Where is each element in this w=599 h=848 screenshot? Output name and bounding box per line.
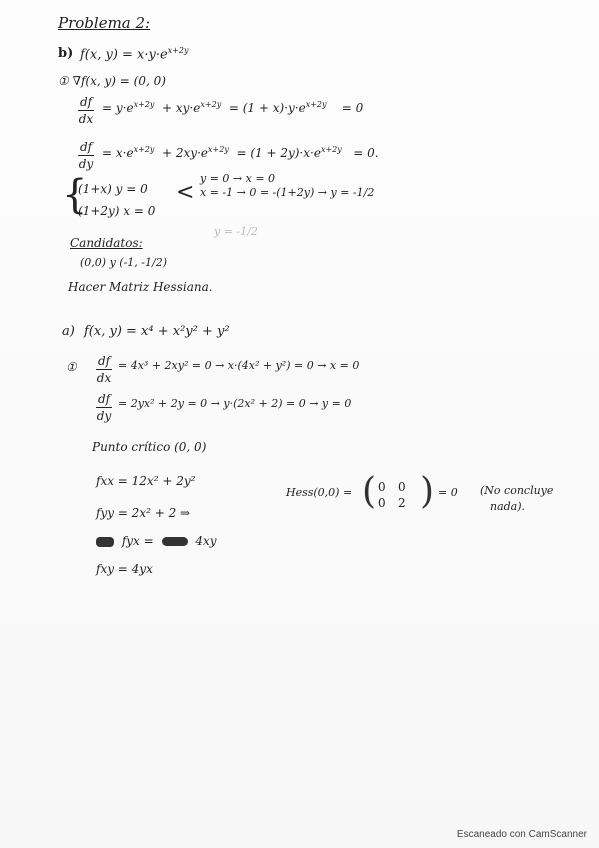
part-b-dfdy-term1: = x·e xyxy=(102,146,134,160)
part-a-dfdy-expr: = 2yx² + 2y = 0 → y·(2x² + 2) = 0 → y = 0 xyxy=(118,397,352,410)
hessian-note-line1: (No concluye xyxy=(480,484,554,497)
hessian-instruction: Hacer Matriz Hessiana. xyxy=(68,280,213,294)
hessian-left-bracket: ( xyxy=(362,471,377,512)
part-b-system-line1: (1+x) y = 0 xyxy=(78,182,148,196)
hessian-cell: 0 xyxy=(398,480,406,494)
hessian-label: Hess(0,0) = xyxy=(286,486,353,499)
part-b-dfdy-term3-exp: x+2y xyxy=(320,145,342,154)
part-b-dfdx-num: df xyxy=(79,95,93,109)
part-b-dfdy-term1-exp: x+2y xyxy=(133,145,155,154)
fyx-label: fyx = xyxy=(121,534,154,548)
part-b-dfdy-zero: = 0. xyxy=(353,146,379,160)
part-a-dfdy-den: dy xyxy=(96,409,112,423)
part-a-dfdx-expr: = 4x³ + 2xy² = 0 → x·(4x² + y²) = 0 → x = 0 xyxy=(118,359,360,372)
part-b-dfdx-term3: = (1 + x)·y·e xyxy=(228,101,306,115)
candidates-label: Candidatos: xyxy=(70,236,143,250)
part-b-dfdx-term2-exp: x+2y xyxy=(200,100,222,109)
hessian-matrix xyxy=(378,480,412,510)
part-b-dfdy-num: df xyxy=(79,140,93,154)
part-b-system-line2: (1+2y) x = 0 xyxy=(78,204,156,218)
hessian-right-bracket: ) xyxy=(420,471,435,512)
scanner-footer: Escaneado con CamScanner xyxy=(456,829,587,840)
fyy-line: fyy = 2x² + 2 ⇒ xyxy=(96,506,191,520)
critical-point: Punto crítico (0, 0) xyxy=(92,440,207,454)
part-a-dfdy-num: df xyxy=(97,392,111,406)
part-a-dfdx-den: dx xyxy=(96,371,112,385)
part-b-function xyxy=(80,46,189,62)
part-b-dfdx-term1: = y·e xyxy=(102,101,134,115)
candidates-values: (0,0) y (-1, -1/2) xyxy=(80,256,167,269)
part-b-branch2: x = -1 → 0 = -(1+2y) → y = -1/2 xyxy=(200,186,375,199)
part-b-label: b) xyxy=(58,46,74,61)
part-b-system-brace: { xyxy=(62,172,88,218)
hessian-cell: 2 xyxy=(398,496,406,510)
part-b-dfdx-den: dx xyxy=(78,112,94,126)
part-a-step-label: ① xyxy=(66,360,77,374)
part-b-dfdy-term2-exp: x+2y xyxy=(208,145,229,154)
part-b-function-exp: x+2y xyxy=(167,46,189,55)
part-b-branch1: y = 0 → x = 0 xyxy=(200,172,276,185)
fyx-line xyxy=(96,534,217,548)
part-b-dfdx-term2: + xy·e xyxy=(162,101,201,115)
part-b-dfdx-expr xyxy=(102,100,363,115)
part-b-branch-faint: y = -1/2 xyxy=(214,225,258,238)
fxx-line: fxx = 12x² + 2y² xyxy=(96,474,196,488)
part-b-dfdx-fraction xyxy=(78,95,94,126)
part-b-function-base: f(x, y) = x·y·e xyxy=(80,47,168,63)
hessian-note-line2: nada). xyxy=(490,500,526,513)
part-a-dfdy-fraction xyxy=(96,392,112,423)
part-b-dfdx-term3-exp: x+2y xyxy=(305,100,327,109)
part-a-dfdx-num: df xyxy=(97,354,111,368)
part-a-dfdx-fraction xyxy=(96,354,112,385)
part-b-step xyxy=(58,74,166,88)
hessian-result: = 0 xyxy=(438,486,458,499)
hessian-cell: 0 xyxy=(378,480,386,494)
part-a-label: a) xyxy=(62,324,75,339)
hessian-cell: 0 xyxy=(378,496,386,510)
part-b-step-label: ① xyxy=(58,74,69,88)
part-b-dfdy-fraction xyxy=(78,140,94,171)
fyx-scribble-2 xyxy=(162,537,188,546)
page-title: Problema 2: xyxy=(58,14,151,32)
fyx-value: 4xy xyxy=(195,534,217,548)
part-b-dfdy-term2: + 2xy·e xyxy=(162,146,208,160)
part-a-function: f(x, y) = x⁴ + x²y² + y² xyxy=(84,324,230,339)
part-b-gradient: ∇f(x, y) = (0, 0) xyxy=(72,74,166,88)
part-b-dfdy-expr xyxy=(102,145,379,160)
part-b-dfdy-den: dy xyxy=(78,157,94,171)
fyx-scribble xyxy=(96,537,114,547)
part-b-dfdx-term1-exp: x+2y xyxy=(133,100,155,109)
fxy-line: fxy = 4yx xyxy=(96,562,153,576)
part-b-dfdx-zero: = 0 xyxy=(341,101,364,115)
part-b-branch-symbol: < xyxy=(176,180,195,205)
part-b-dfdy-term3: = (1 + 2y)·x·e xyxy=(236,146,321,160)
